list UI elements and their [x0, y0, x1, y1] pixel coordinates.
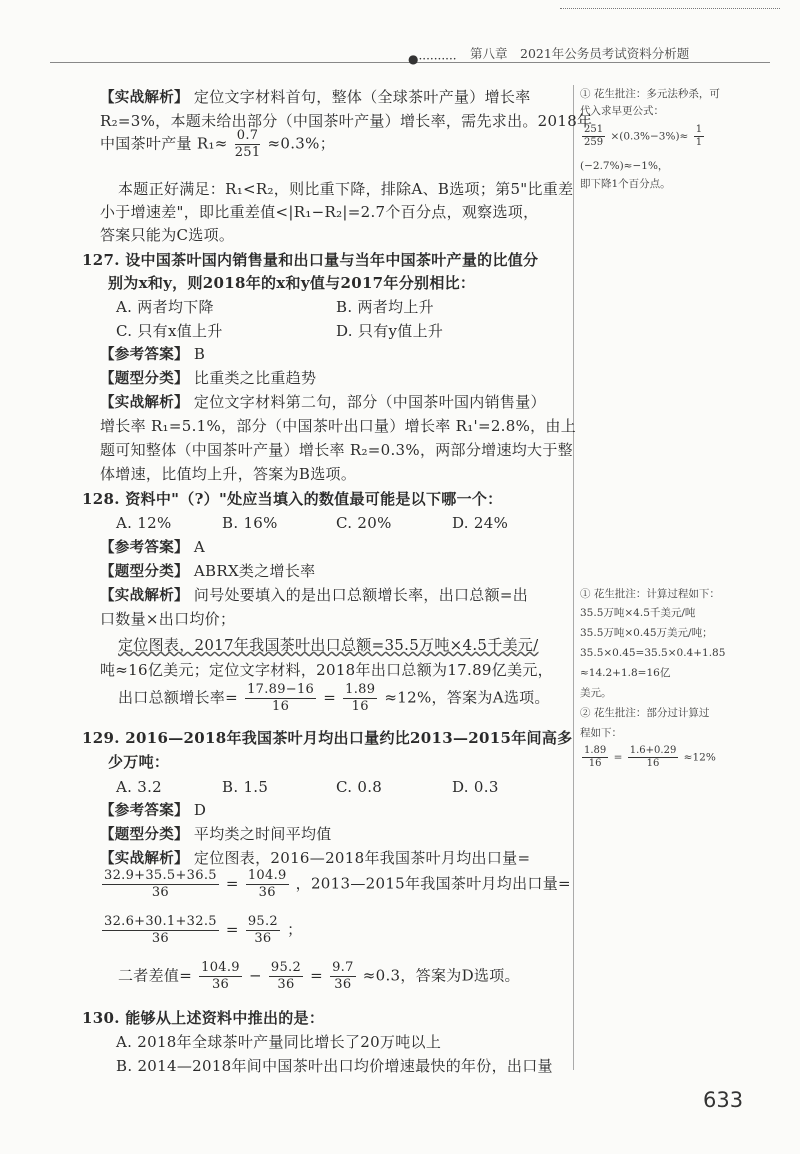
analysis-text: ，2013—2015年我国茶叶月均出口量=	[295, 874, 571, 893]
q127-analysis-line3: 题可知整体（中国茶叶产量）增长率 R₂=0.3%，两部分增速均大于整	[100, 441, 573, 459]
frac-den: 36	[258, 885, 276, 900]
frac-den: 36	[151, 931, 169, 946]
frac-num: 95.2	[247, 914, 279, 929]
note3-line2: 程如下：	[580, 727, 622, 739]
calc-result: ≈0.3，答案为D选项。	[362, 966, 520, 985]
frac-den: 16	[351, 699, 369, 714]
q127-analysis-line2: 增长率 R₁=5.1%，部分（中国茶叶出口量）增长率 R₁'=2.8%，由上	[100, 417, 577, 435]
frac-den: 16	[646, 758, 660, 769]
highlight-text: 定位图表，2017年我国茶叶出口总额=35.5万吨×4.5千美元/	[118, 636, 539, 654]
note3-line1: ② 花生批注：部分过计算过	[580, 707, 710, 719]
q128-analysis-line5	[118, 682, 550, 715]
frac-den: 36	[277, 977, 295, 992]
note2-line5: ≈14.2+1.8=16亿	[580, 667, 671, 679]
analysis-text: 定位文字材料第二句，部分（中国茶叶国内销售量）	[193, 393, 546, 411]
note1-line4: (−2.7%)≈−1%，	[580, 160, 669, 172]
p126-text-3: 中国茶叶产量 R₁≈	[100, 134, 228, 153]
q130-option-a[interactable]: A. 2018年全球茶叶产量同比增长了20万吨以上	[116, 1033, 442, 1051]
note1-fraction	[582, 124, 605, 149]
q128-analysis-line3	[118, 634, 539, 656]
q127-stem-line1: 127. 设中国茶叶国内销售量和出口量与当年中国茶叶产量的比值分	[82, 251, 539, 269]
q127-analysis-line4: 体增速，比值均上升，答案为B选项。	[100, 465, 357, 483]
frac-den: 36	[151, 885, 169, 900]
frac-num: 9.7	[332, 960, 354, 975]
note2-line6: 美元。	[580, 687, 612, 699]
q128-analysis-line4: 吨≈16亿美元；定位文字材料，2018年出口总额为17.89亿美元，	[100, 661, 553, 679]
q128-stem: 128. 资料中"（?）"处应当填入的数值最可能是以下哪一个：	[82, 490, 503, 508]
type-value: ABRX类之增长率	[193, 562, 316, 580]
q129-analysis-line4	[118, 960, 520, 993]
q128-analysis-line1	[100, 584, 528, 607]
frac-den: 36	[211, 977, 230, 992]
answer-tag: 【参考答案】	[100, 540, 189, 556]
fraction-4	[246, 914, 280, 947]
p126-analysis-line2: R₂=3%，本题未给出部分（中国茶叶产量）增长率，需先求出。2018年	[100, 112, 593, 130]
frac-den: 251	[234, 145, 261, 160]
frac-den: 36	[254, 931, 272, 946]
calc-label: 二者差值=	[118, 966, 193, 985]
equals-sign: =	[323, 688, 337, 707]
q127-option-b[interactable]: B. 两者均上升	[336, 298, 434, 316]
answer-value: B	[193, 345, 206, 363]
p126-analysis-line3	[100, 128, 335, 161]
q129-analysis-line1	[100, 847, 530, 870]
p126-text-3b: ≈0.3%；	[267, 134, 336, 153]
frac-den: 259	[584, 137, 604, 148]
note3-result: ≈12%	[683, 751, 716, 764]
p126-analysis-line4: 本题正好满足：R₁<R₂，则比重下降，排除A、B选项；第5"比重差	[118, 180, 574, 198]
p126-analysis-line6: 答案只能为C选项。	[100, 226, 235, 244]
note2-line3: 35.5万吨×0.45万美元/吨；	[580, 627, 713, 639]
frac-den: 1	[695, 137, 703, 148]
note1-line2: 代入求早更公式：	[580, 105, 664, 117]
q128-option-c[interactable]: C. 20%	[336, 514, 392, 532]
equals-sign: =	[310, 966, 324, 985]
answer-value: D	[193, 801, 207, 819]
note1-line3	[580, 124, 706, 149]
sidebar-divider	[573, 85, 574, 1070]
fraction-2	[343, 682, 377, 715]
frac-den: 16	[588, 758, 602, 769]
p126-fraction	[235, 128, 261, 161]
note1-text: ×(0.3%−3%)≈	[610, 130, 689, 143]
fraction-1	[102, 868, 219, 901]
analysis-tag: 【实战解析】	[100, 90, 189, 106]
q129-analysis-line3	[100, 914, 302, 947]
header-dots	[560, 8, 780, 9]
frac-num: 0.7	[235, 128, 261, 145]
fraction-5	[199, 960, 242, 993]
analysis-text: 问号处要填入的是出口总额增长率，出口总额=出	[193, 586, 529, 604]
note2-line1: ① 花生批注：计算过程如下：	[580, 588, 720, 600]
q127-option-d[interactable]: D. 只有y值上升	[336, 322, 444, 340]
q129-type	[100, 823, 332, 846]
q128-analysis-line2: 口数量×出口均价；	[100, 610, 236, 628]
type-value: 比重类之比重趋势	[193, 369, 317, 387]
q129-stem-line1: 129. 2016—2018年我国茶叶月均出口量约比2013—2015年间高多	[82, 729, 573, 747]
frac-num: 1.89	[584, 745, 607, 756]
frac-num: 32.6+30.1+32.5	[104, 914, 217, 929]
equals-sign: =	[225, 874, 239, 893]
q129-option-c[interactable]: C. 0.8	[336, 778, 383, 796]
type-value: 平均类之时间平均值	[193, 825, 332, 843]
fraction-3	[102, 914, 219, 947]
frac-num: 32.9+35.5+36.5	[104, 868, 217, 883]
q128-option-a[interactable]: A. 12%	[116, 514, 172, 532]
q129-option-a[interactable]: A. 3.2	[116, 778, 163, 796]
q130-option-b[interactable]: B. 2014—2018年间中国茶叶出口均价增速最快的年份，出口量	[116, 1057, 553, 1075]
header-title: 第八章 2021年公务员考试资料分析题	[470, 46, 690, 61]
frac-den: 36	[334, 977, 352, 992]
q128-answer	[100, 536, 205, 559]
q129-analysis-line2	[100, 868, 571, 901]
minus-sign: −	[248, 966, 262, 985]
type-tag: 【题型分类】	[100, 564, 189, 580]
analysis-tag: 【实战解析】	[100, 588, 189, 604]
frac-num: 1	[695, 124, 703, 135]
frac-num: 104.9	[247, 868, 287, 883]
fraction-7	[330, 960, 356, 993]
p126-text-1: 定位文字材料首句，整体（全球茶叶产量）增长率	[193, 88, 531, 106]
q129-option-b[interactable]: B. 1.5	[222, 778, 269, 796]
q128-option-b[interactable]: B. 16%	[222, 514, 278, 532]
page-number: 633	[703, 1088, 744, 1112]
note1-line5: 即下降1个百分点。	[580, 178, 671, 190]
note1-line1: ① 花生批注：多元法秒杀，可	[580, 88, 720, 100]
q128-option-d[interactable]: D. 24%	[452, 514, 509, 532]
q130-stem: 130. 能够从上述资料中推出的是：	[82, 1009, 325, 1027]
fraction-6	[269, 960, 303, 993]
q129-option-d[interactable]: D. 0.3	[452, 778, 499, 796]
type-tag: 【题型分类】	[100, 371, 189, 387]
q128-type	[100, 560, 315, 583]
q127-analysis-line1	[100, 391, 546, 414]
note2-line4: 35.5×0.45=35.5×0.4+1.85	[580, 647, 726, 659]
equals-sign: =	[613, 751, 623, 764]
calc-result: ≈12%，答案为A选项。	[384, 688, 550, 707]
q127-option-a[interactable]: A. 两者均下降	[116, 298, 214, 316]
p126-analysis-line1	[100, 86, 531, 109]
calc-label: 出口总额增长率=	[118, 688, 238, 707]
note3-fraction	[582, 745, 608, 770]
note1-fraction-2	[694, 124, 704, 149]
frac-num: 251	[584, 124, 604, 135]
note3-fraction-2	[628, 745, 679, 770]
note2-line2: 35.5万吨×4.5千美元/吨	[580, 607, 696, 619]
p126-analysis-line5: 小于增速差"，即比重差值<|R₁−R₂|=2.7个百分点，观察选项，	[100, 203, 539, 221]
analysis-tag: 【实战解析】	[100, 851, 189, 867]
fraction-1	[245, 682, 316, 715]
q127-stem-line2: 别为x和y，则2018年的x和y值与2017年分别相比：	[108, 274, 476, 292]
analysis-text: ；	[287, 920, 303, 939]
analysis-tag: 【实战解析】	[100, 395, 189, 411]
q127-answer	[100, 343, 205, 366]
q129-answer	[100, 799, 206, 822]
header-dot-marker: ●··········	[408, 52, 457, 66]
frac-num: 1.89	[345, 682, 376, 697]
frac-num: 1.6+0.29	[629, 745, 677, 756]
type-tag: 【题型分类】	[100, 827, 189, 843]
answer-tag: 【参考答案】	[100, 347, 189, 363]
frac-num: 17.89−16	[247, 682, 315, 697]
equals-sign: =	[225, 920, 239, 939]
answer-tag: 【参考答案】	[100, 803, 189, 819]
fraction-2	[246, 868, 289, 901]
note3-line3	[580, 745, 716, 770]
frac-den: 16	[272, 699, 290, 714]
q129-stem-line2: 少万吨：	[108, 753, 170, 771]
analysis-text: 定位图表，2016—2018年我国茶叶月均出口量=	[193, 849, 531, 867]
q127-type	[100, 367, 316, 390]
q127-option-c[interactable]: C. 只有x值上升	[116, 322, 223, 340]
frac-num: 104.9	[201, 960, 240, 975]
answer-value: A	[193, 538, 206, 556]
frac-num: 95.2	[270, 960, 302, 975]
